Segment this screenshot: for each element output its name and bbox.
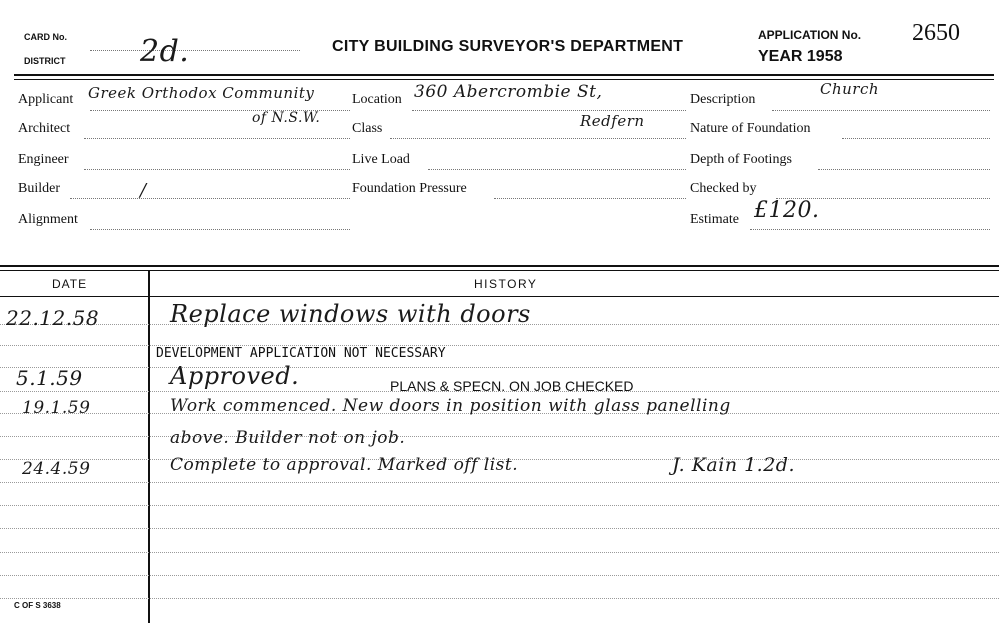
checked-label: Checked by <box>690 181 757 196</box>
ruled-line <box>0 575 999 576</box>
district-label: DISTRICT <box>24 56 66 66</box>
header-rule-top <box>14 74 994 76</box>
builder-value: / <box>140 180 147 201</box>
class-label: Class <box>352 121 383 136</box>
foundation-pressure-line <box>494 198 686 199</box>
header-underline <box>0 296 999 297</box>
entry-typed-text: DEVELOPMENT APPLICATION NOT NECESSARY <box>156 346 446 361</box>
entry-date: 24.4.59 <box>22 459 91 479</box>
card-no-line <box>90 50 300 51</box>
architect-label: Architect <box>18 121 71 136</box>
entry-date: 5.1.59 <box>16 366 83 390</box>
entry-text: above. Builder not on job. <box>170 428 406 448</box>
applicant-value-2: of N.S.W. <box>252 110 321 126</box>
entry-text: Replace windows with doors <box>170 300 531 328</box>
builder-line <box>70 198 350 199</box>
location-line <box>412 110 686 111</box>
entry-date: 19.1.59 <box>22 398 91 418</box>
estimate-label: Estimate <box>690 212 739 227</box>
ruled-line <box>0 598 999 599</box>
entry-text: Approved. <box>170 362 300 390</box>
date-column-header: DATE <box>52 277 88 291</box>
engineer-label: Engineer <box>18 152 69 167</box>
description-value: Church <box>820 80 880 98</box>
foundation-pressure-label: Foundation Pressure <box>352 181 467 196</box>
description-line <box>772 110 990 111</box>
nature-label: Nature of Foundation <box>690 121 811 136</box>
entry-stamp: PLANS & SPECN. ON JOB CHECKED <box>390 378 634 394</box>
application-number: 2650 <box>912 20 960 46</box>
entry-text: Work commenced. New doors in position with glass panelling <box>170 396 731 416</box>
ruled-line <box>0 505 999 506</box>
application-label: APPLICATION No. <box>758 28 862 42</box>
description-label: Description <box>690 92 756 107</box>
entry-date: 22.12.58 <box>6 306 100 330</box>
alignment-line <box>90 229 350 230</box>
builder-label: Builder <box>18 181 60 196</box>
ruled-line <box>0 528 999 529</box>
ruled-line <box>0 482 999 483</box>
applicant-label: Applicant <box>18 92 74 107</box>
live-load-line <box>428 169 686 170</box>
depth-line <box>818 169 990 170</box>
estimate-value: £120. <box>754 198 820 223</box>
district-value: 2d. <box>140 34 190 69</box>
live-load-label: Live Load <box>352 152 410 167</box>
ruled-line <box>0 367 999 368</box>
location-value: 360 Abercrombie St, <box>414 82 603 102</box>
history-rule-top <box>0 265 999 267</box>
class-line <box>390 138 686 139</box>
ruled-line <box>0 436 999 437</box>
location-label: Location <box>352 92 402 107</box>
entry-signature: J. Kain 1.2d. <box>672 454 796 476</box>
architect-line <box>84 138 350 139</box>
alignment-label: Alignment <box>18 212 78 227</box>
depth-label: Depth of Footings <box>690 152 792 167</box>
card-no-label: CARD No. <box>24 32 67 42</box>
department-title: CITY BUILDING SURVEYOR'S DEPARTMENT <box>332 38 684 55</box>
ruled-line <box>0 345 999 346</box>
estimate-line <box>750 229 990 230</box>
history-column-header: HISTORY <box>474 277 538 291</box>
form-code: C OF S 3638 <box>14 601 61 610</box>
applicant-value: Greek Orthodox Community <box>88 84 315 102</box>
class-value: Redfern <box>580 112 645 130</box>
ruled-line <box>0 552 999 553</box>
engineer-line <box>84 169 350 170</box>
entry-text: Complete to approval. Marked off list. <box>170 455 519 475</box>
nature-line <box>842 138 990 139</box>
year-label: YEAR 1958 <box>758 48 843 65</box>
